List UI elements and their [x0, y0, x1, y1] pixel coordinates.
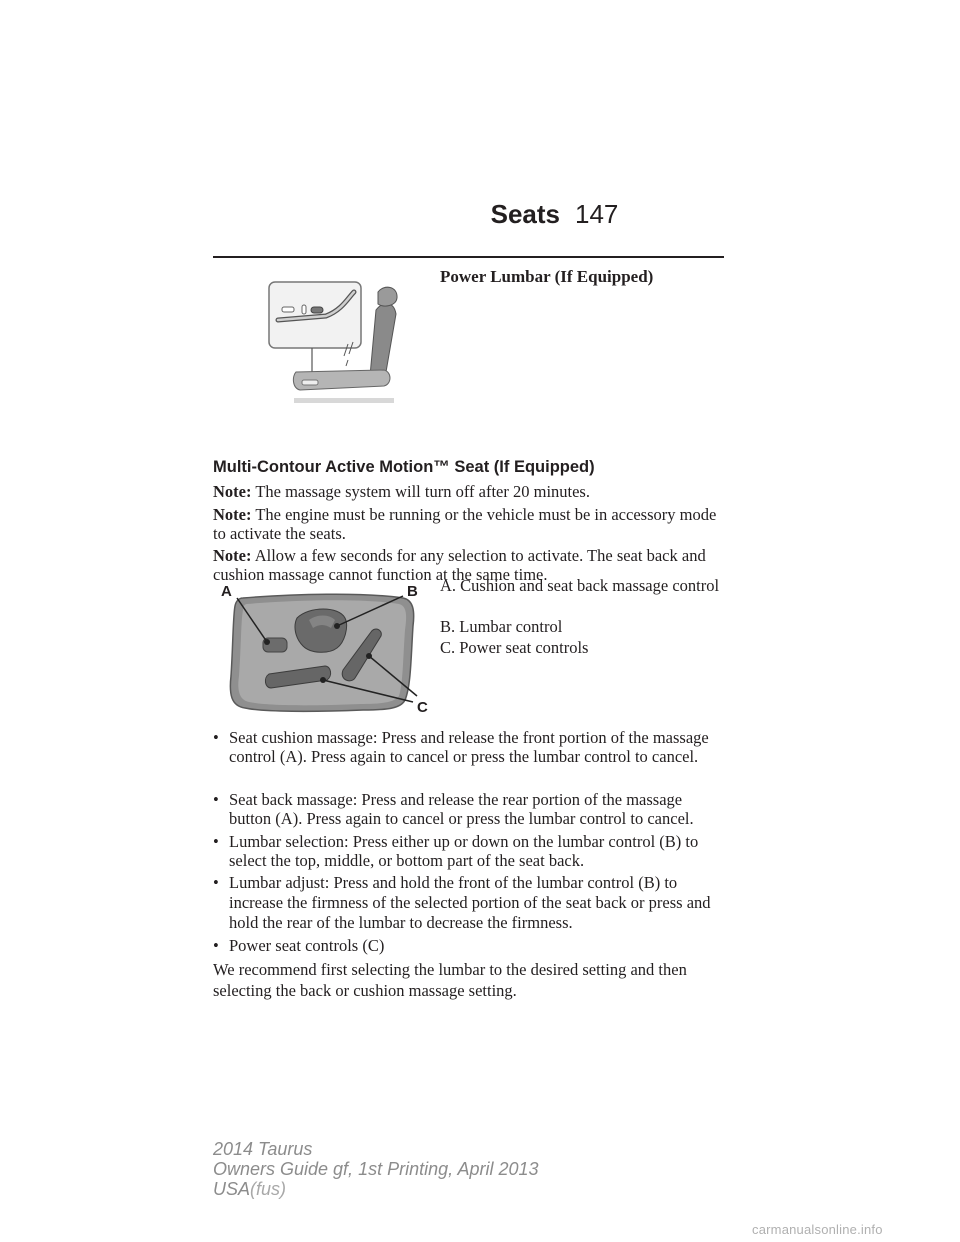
power-lumbar-subheading: Power Lumbar (If Equipped) [440, 267, 654, 286]
bullet-dot: • [213, 873, 219, 892]
bullet-dot: • [213, 832, 219, 851]
header-rule [213, 256, 724, 258]
note-2 [213, 505, 728, 543]
page-number: 147 [575, 199, 619, 229]
bullet-lumbar-selection [213, 832, 728, 870]
label-c: C [417, 699, 428, 716]
note-text: The massage system will turn off after 20 minutes. [255, 482, 590, 501]
legend-item-b: B. Lumbar control [440, 617, 563, 636]
bullet-dot: • [213, 790, 219, 809]
note-1 [213, 482, 728, 501]
closing-paragraph: We recommend first selecting the lumbar to the desired setting and then selecting the back or cushion massage setting. [213, 960, 687, 1000]
section-title: Seats [490, 199, 560, 229]
footer-region-main: USA [213, 1179, 251, 1199]
note-label: Note: [213, 546, 252, 565]
footer-model: 2014 Taurus [213, 1139, 313, 1159]
legend-item-a: A. Cushion and seat back massage control [440, 576, 720, 595]
legend-item-c: C. Power seat controls [440, 638, 589, 657]
bullet-text: Seat cushion massage: Press and release the front portion of the massage control (A). Press again to cancel or press the lumbar control to cancel. [229, 728, 709, 766]
seat-control-panel-illustration [213, 576, 435, 716]
bullet-text: Lumbar adjust: Press and hold the front of the lumbar control (B) to increase the firmness of the selected portion of the seat back or press and hold the rear of the lumbar to decrease the firmness. [229, 873, 711, 932]
footer-printing: Owners Guide gf, 1st Printing, April 2013 [213, 1159, 539, 1179]
bullet-text: Seat back massage: Press and release the rear portion of the massage button (A). Press again to cancel or press the lumbar control to cancel. [229, 790, 694, 828]
bullet-seat-cushion-massage [213, 728, 728, 766]
note-label: Note: [213, 505, 252, 524]
multi-contour-heading: Multi-Contour Active Motion™ Seat (If Equipped) [213, 458, 595, 476]
footer-region [213, 1179, 286, 1199]
footer-region-suffix: (fus) [250, 1179, 287, 1199]
bullet-power-seat-controls [213, 936, 728, 955]
label-a: A [221, 583, 232, 600]
note-text: The engine must be running or the vehicle must be in accessory mode to activate the seats. [213, 505, 717, 543]
bullet-text: Power seat controls (C) [229, 936, 385, 955]
bullet-text: Lumbar selection: Press either up or down on the lumbar control (B) to select the top, middle, or bottom part of the seat back. [229, 832, 699, 870]
bullet-lumbar-adjust [213, 873, 728, 933]
label-b: B [407, 583, 418, 600]
note-label: Note: [213, 482, 252, 501]
power-lumbar-seat-illustration [266, 280, 416, 408]
watermark: carmanualsonline.info [752, 1222, 883, 1237]
bullet-dot: • [213, 728, 219, 747]
note-text: Allow a few seconds for any selection to activate. The seat back and cushion massage cannot function at the same time. [213, 546, 706, 584]
bullet-seat-back-massage [213, 790, 728, 828]
bullet-dot: • [213, 936, 219, 955]
